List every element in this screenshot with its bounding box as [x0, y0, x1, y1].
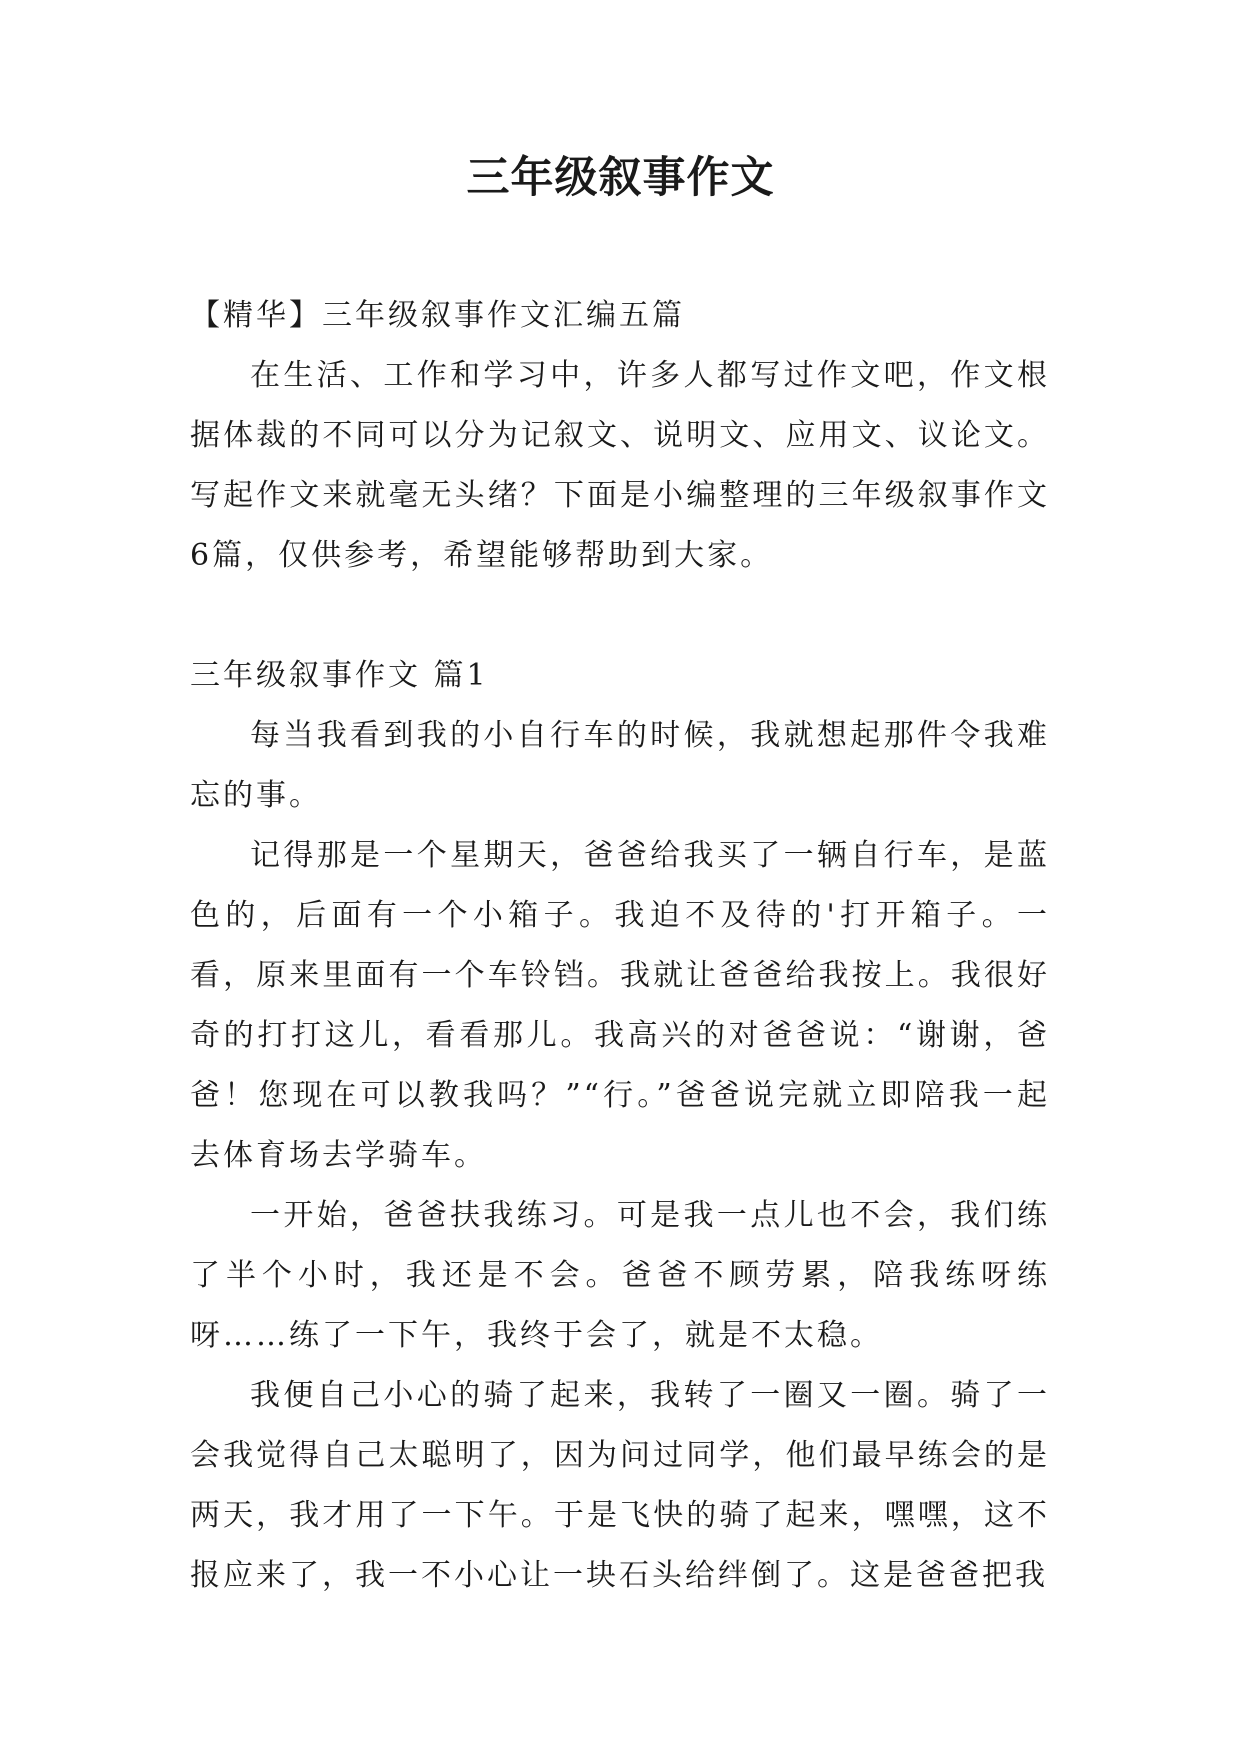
body-paragraph: 每当我看到我的小自行车的时候，我就想起那件令我难忘的事。	[190, 718, 1050, 813]
body-paragraph: 一开始，爸爸扶我练习。可是我一点儿也不会，我们练了半个小时，我还是不会。爸爸不顾劳累，陪我练呀练呀……练了一下午，我终于会了，就是不太稳。	[190, 1198, 1050, 1353]
section-heading: 三年级叙事作文 篇1	[190, 658, 489, 693]
document-subtitle: 【精华】三年级叙事作文汇编五篇	[190, 298, 685, 333]
body-paragraph: 我便自己小心的骑了起来，我转了一圈又一圈。骑了一会我觉得自己太聪明了，因为问过同学，他们最早练会的是两天，我才用了一下午。于是飞快的骑了起来，嘿嘿，这不报应来了，我一不小心让一块石头给绊倒了。这是爸爸把我	[190, 1378, 1050, 1593]
document-title: 三年级叙事作文	[466, 153, 775, 203]
body-paragraph: 记得那是一个星期天，爸爸给我买了一辆自行车，是蓝色的，后面有一个小箱子。我迫不及待的'打开箱子。一看，原来里面有一个车铃铛。我就让爸爸给我按上。我很好奇的打打这儿，看看那儿。我高兴的对爸爸说：“谢谢，爸爸！您现在可以教我吗？”“行。”爸爸说完就立即陪我一起去体育场去学骑车。	[190, 838, 1050, 1173]
document-body	[190, 286, 1050, 1606]
section-gap	[190, 586, 1050, 646]
intro-paragraph: 在生活、工作和学习中，许多人都写过作文吧，作文根据体裁的不同可以分为记叙文、说明文、应用文、议论文。写起作文来就毫无头绪？下面是小编整理的三年级叙事作文6篇，仅供参考，希望能够帮助到大家。	[190, 358, 1050, 573]
